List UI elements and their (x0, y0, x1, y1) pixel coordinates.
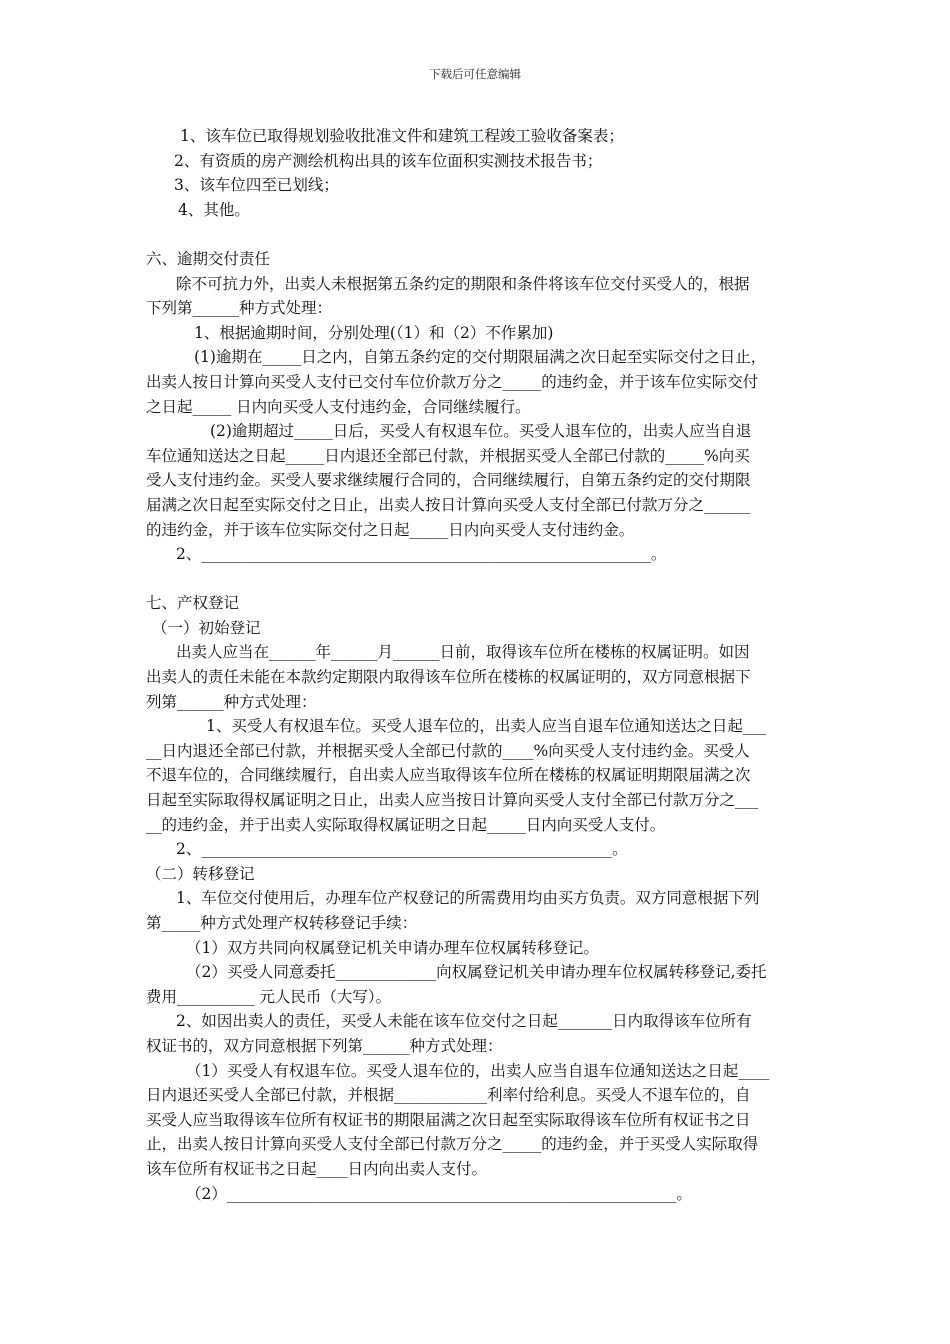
document-body (146, 124, 812, 1206)
text-line: 4、其他。 (178, 200, 250, 219)
text-line: （1）买受人有权退车位。买受人退车位的，出卖人应当自退车位通知送达之日起____ (186, 1061, 770, 1080)
paragraph-gap (146, 567, 812, 592)
text-line: 费用__________ 元人民币（大写）。 (146, 987, 392, 1006)
text-line: 买受人应当取得该车位所有权证书的期限届满之次日起至实际取得该车位所有权证书之日 (146, 1110, 751, 1129)
text-line: 该车位所有权证书之日起____日内向出卖人支付。 (146, 1159, 488, 1178)
text-line: (1)逾期在_____日之内，自第五条约定的交付期限届满之次日起至实际交付之日止， (194, 348, 767, 367)
text-line: 列第______种方式处理： (146, 692, 317, 711)
text-line: 受人支付违约金。买受人要求继续履行合同的，合同继续履行，自第五条约定的交付期限 (146, 471, 751, 490)
text-line: （2）__________________________________________________________。 (186, 1184, 692, 1203)
text-line: 的违约金，并于该车位实际交付之日起_____日内向买受人支付违约金。 (146, 520, 635, 539)
text-line: 3、该车位四至已划线； (174, 176, 339, 195)
text-line: 之日起_____ 日内向买受人支付违约金，合同继续履行。 (146, 397, 531, 416)
text-line: 1、该车位已取得规划验收批准文件和建筑工程竣工验收备案表； (180, 127, 624, 145)
text-line: __的违约金，并于出卖人实际取得权属证明之日起_____日内向买受人支付。 (146, 815, 666, 834)
text-line: 车位通知送达之日起_____日内退还全部已付款，并根据买受人全部已付款的_____%向买 (146, 446, 750, 465)
page-header: 下载后可任意编辑 (429, 67, 521, 81)
text-line: 出卖人应当在______年______月______日前，取得该车位所在楼栋的权属证明。如因 (176, 643, 750, 662)
text-line: 除不可抗力外，出卖人未根据第五条约定的期限和条件将该车位交付买受人的，根据 (176, 274, 750, 293)
text-line: 出卖人的责任未能在本款约定期限内取得该车位所在楼栋的权属证明的，双方同意根据下 (146, 668, 751, 687)
text-line: 权证书的，双方同意根据下列第______种方式处理： (146, 1036, 503, 1055)
text-line: （二）转移登记 (146, 864, 255, 883)
text-line: 届满之次日起至实际交付之日止，出卖人按日计算向买受人支付全部已付款万分之______ (146, 495, 751, 514)
text-line: （一）初始登记 (152, 618, 261, 637)
text-line: 六、逾期交付责任 (146, 249, 271, 268)
text-line: 下列第______种方式处理： (146, 299, 333, 318)
text-line: 日起至实际取得权属证明之日止，出卖人应当按日计算向买受人支付全部已付款万分之___ (146, 791, 759, 810)
text-line: 1、根据逾期时间，分别处理(（1）和（2）不作累加) (194, 323, 554, 342)
text-line: 1、买受人有权退车位。买受人退车位的，出卖人应当自退车位通知送达之日起___ (206, 717, 767, 736)
text-line: (2)逾期超过_____日后，买受人有权退车位。买受人退车位的，出卖人应当自退 (210, 422, 752, 441)
text-line: __日内退还全部已付款，并根据买受人全部已付款的____%向买受人支付违约金。买受人 (146, 741, 750, 760)
text-line: 第_____种方式处理产权转移登记手续： (146, 914, 418, 932)
text-line: 2、__________________________________________________________。 (176, 545, 667, 564)
text-line: 出卖人按日计算向买受人支付已交付车位价款万分之_____的违约金，并于该车位实际交付 (146, 372, 759, 391)
text-line: 2、_____________________________________________________。 (176, 840, 628, 859)
text-line: 2、如因出卖人的责任，买受人未能在该车位交付之日起_______日内取得该车位所有 (176, 1012, 752, 1031)
paragraph-gap (146, 222, 812, 247)
text-line: 日内退还买受人全部已付款，并根据____________利率付给利息。买受人不退车位的，自 (146, 1086, 751, 1105)
text-line: 1、车位交付使用后，办理车位产权登记的所需费用均由买方负责。双方同意根据下列 (176, 889, 760, 908)
text-line: 止，出卖人按日计算向买受人支付全部已付款万分之_____的违约金，并于买受人实际取得 (146, 1135, 759, 1154)
text-line: 2、有资质的房产测绘机构出具的该车位面积实测技术报告书； (174, 151, 603, 170)
text-line: 七、产权登记 (146, 594, 240, 613)
text-line: （1）双方共同向权属登记机关申请办理车位权属转移登记。 (186, 938, 599, 957)
text-line: （2）买受人同意委托_____________向权属登记机关申请办理车位权属转移登记,委托 (186, 963, 767, 982)
text-line: 不退车位的，合同继续履行，自出卖人应当取得该车位所在楼栋的权属证明期限届满之次 (146, 766, 751, 785)
